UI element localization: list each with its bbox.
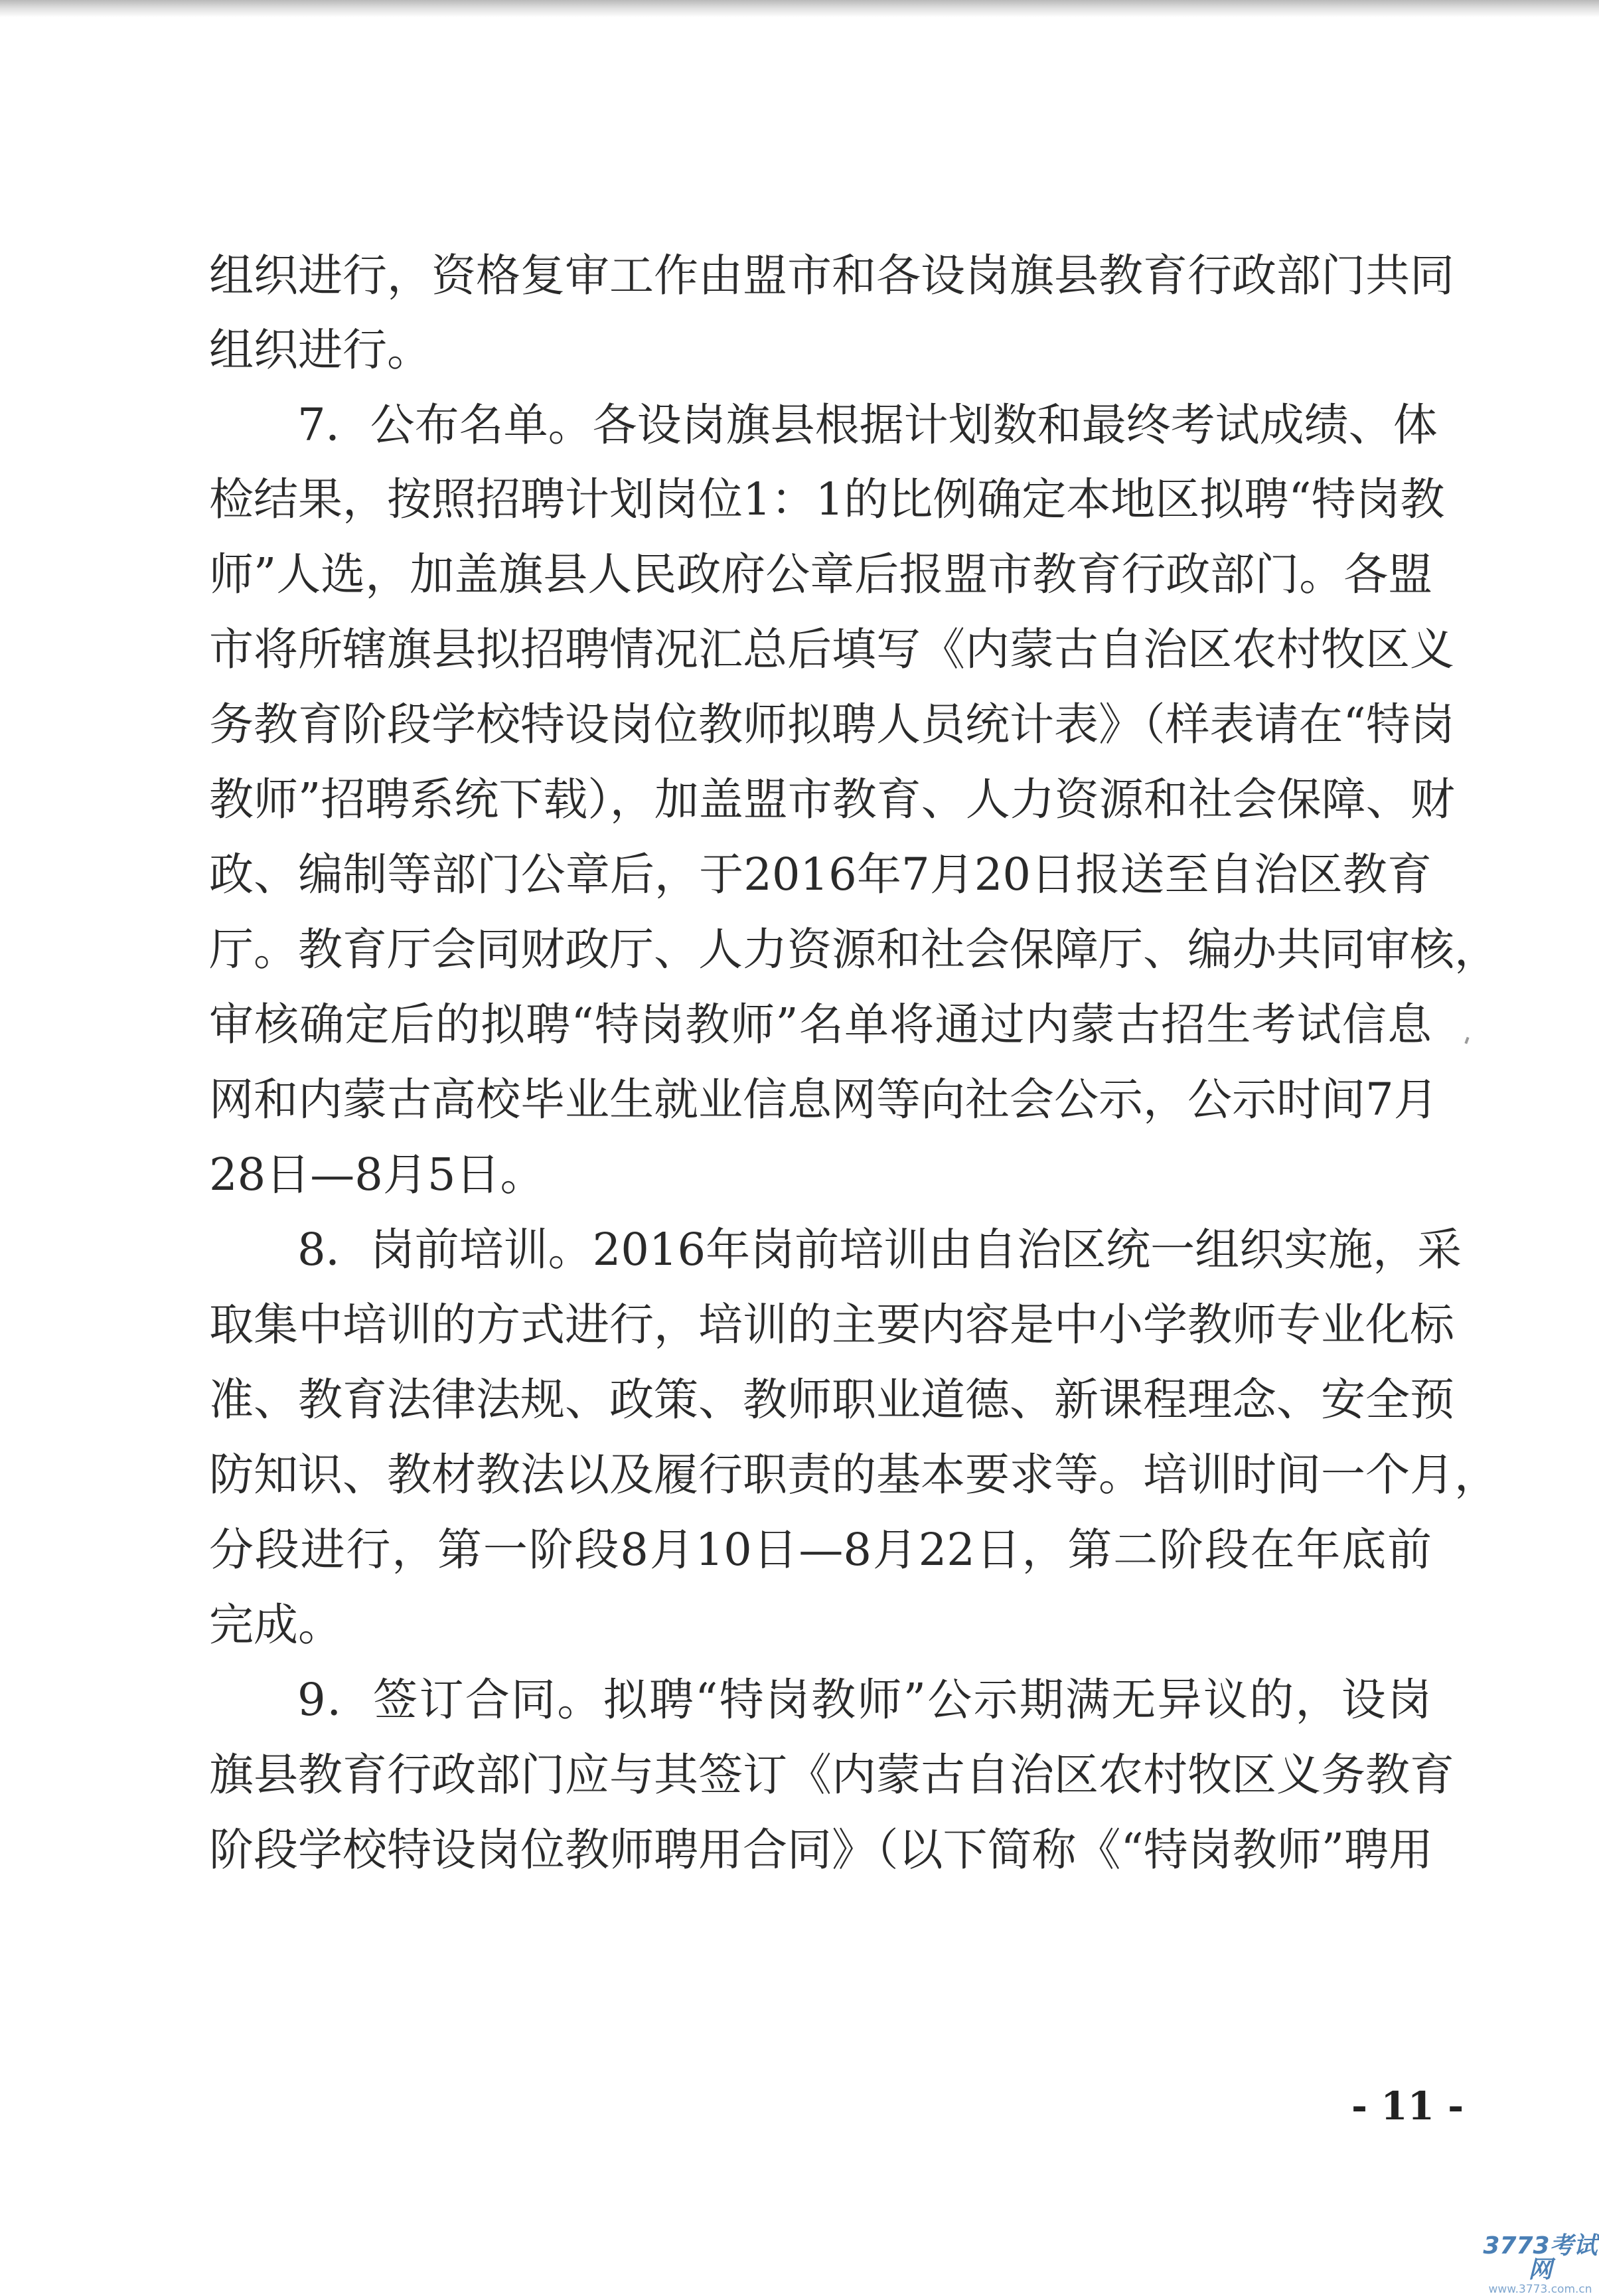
text-line-2: 组织进行。 — [209, 324, 431, 376]
watermark-logo: 3773考试网 — [1483, 2232, 1598, 2283]
text-line-21: 旗县教育行政部门应与其签订《内蒙古自治区农村牧区义务教育 — [209, 1749, 1454, 1801]
text-line-12: 网和内蒙古高校毕业生就业信息网等向社会公示，公示时间7月 — [209, 1074, 1438, 1125]
text-line-4: 检结果，按照招聘计划岗位1：1的比例确定本地区拟聘“特岗教 — [209, 473, 1445, 525]
text-line-19: 完成。 — [209, 1599, 343, 1651]
text-line-18: 分段进行，第一阶段8月10日—8月22日，第二阶段在年底前 — [209, 1524, 1432, 1576]
text-line-13: 28日—8月5日。 — [209, 1149, 545, 1200]
scan-speck — [1464, 1037, 1469, 1044]
item-8-heading-line: 8．岗前培训。2016年岗前培训由自治区统一组织实施，采 — [297, 1224, 1462, 1275]
item-9-heading-line: 9．签订合同。拟聘“特岗教师”公示期满无异议的，设岗 — [297, 1674, 1432, 1726]
watermark-url: www.3773.com.cn — [1488, 2283, 1592, 2296]
text-line-17: 防知识、教材教法以及履行职责的基本要求等。培训时间一个月， — [209, 1449, 1499, 1501]
text-line-9: 政、编制等部门公章后，于2016年7月20日报送至自治区教育 — [209, 849, 1432, 900]
text-line-22: 阶段学校特设岗位教师聘用合同》（以下简称《“特岗教师”聘用 — [209, 1824, 1434, 1876]
text-line-5: 师”人选，加盖旗县人民政府公章后报盟市教育行政部门。各盟 — [209, 548, 1433, 600]
text-line-15: 取集中培训的方式进行，培训的主要内容是中小学教师专业化标 — [209, 1299, 1454, 1351]
text-line-11: 审核确定后的拟聘“特岗教师”名单将通过内蒙古招生考试信息 — [209, 999, 1432, 1050]
text-line-7: 务教育阶段学校特设岗位教师拟聘人员统计表》（样表请在“特岗 — [209, 698, 1455, 750]
site-watermark — [1482, 2234, 1599, 2295]
text-line-8: 教师”招聘系统下载），加盖盟市教育、人力资源和社会保障、财 — [209, 774, 1455, 825]
item-7-heading-line: 7．公布名单。各设岗旗县根据计划数和最终考试成绩、体 — [297, 399, 1438, 451]
scan-top-edge — [0, 0, 1599, 17]
text-line-10: 厅。教育厅会同财政厅、人力资源和社会保障厅、编办共同审核， — [209, 924, 1499, 975]
text-line-6: 市将所辖旗县拟招聘情况汇总后填写《内蒙古自治区农村牧区义 — [209, 623, 1454, 675]
text-line-16: 准、教育法律法规、政策、教师职业道德、新课程理念、安全预 — [209, 1374, 1454, 1426]
text-line-1: 组织进行，资格复审工作由盟市和各设岗旗县教育行政部门共同 — [209, 250, 1454, 301]
page-number: - 11 - — [1351, 2084, 1464, 2129]
